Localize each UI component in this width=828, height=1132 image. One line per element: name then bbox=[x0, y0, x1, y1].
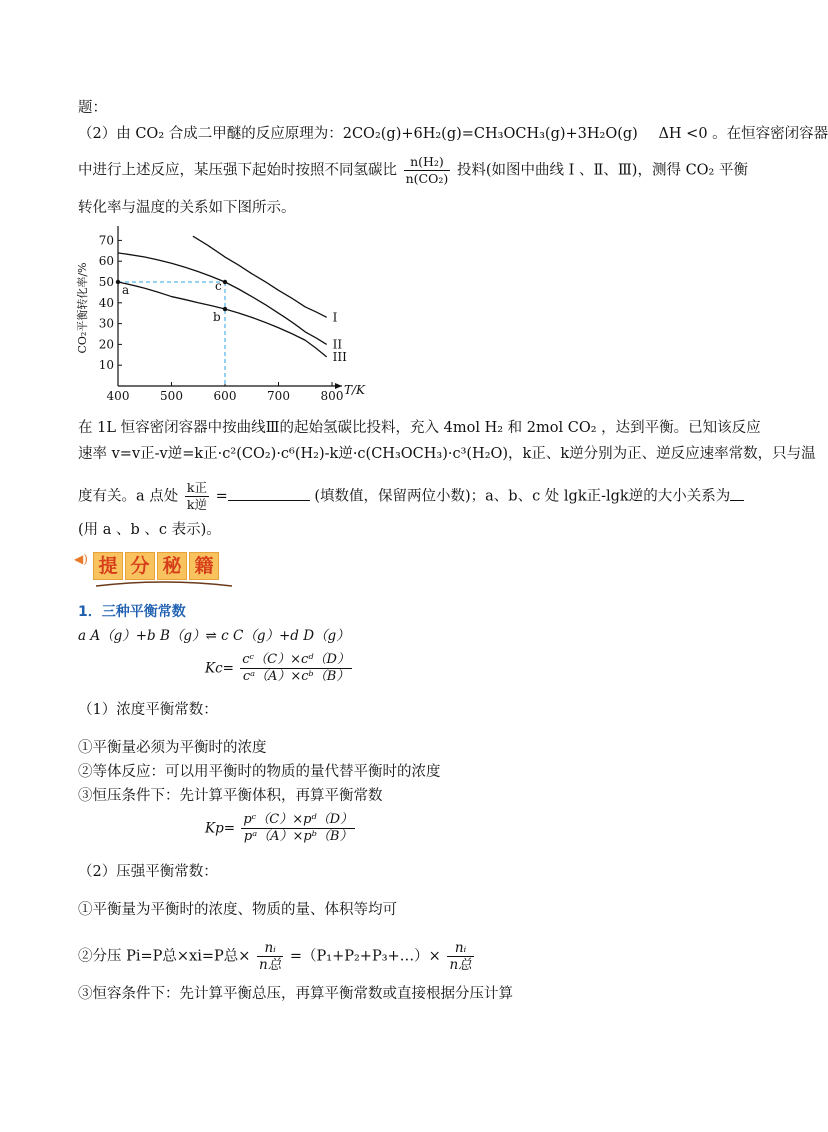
series-line-II bbox=[118, 253, 327, 345]
section-heading bbox=[78, 602, 186, 622]
series-label-I: I bbox=[332, 310, 338, 325]
topic-text: 题： bbox=[78, 100, 107, 116]
y-tick-label: 20 bbox=[98, 337, 114, 352]
kc-numerator: cᶜ（C）×cᵈ（D） bbox=[242, 652, 350, 667]
kc-formula bbox=[205, 652, 354, 685]
y-tick-label: 50 bbox=[98, 275, 114, 289]
point-a bbox=[116, 280, 120, 284]
point-c bbox=[223, 280, 227, 284]
q2-text: （2）由 CO₂ 合成二甲醚的反应原理为：2CO₂(g)+6H₂(g)=CH₃OCH₃(g)+3H₂O(g) bbox=[78, 126, 638, 142]
s2-2a: ②分压 Pi=P总×xi=P总× bbox=[78, 948, 251, 965]
ratio-numerator: n(H₂) bbox=[404, 154, 451, 171]
q2-line2b: 投料(如图中曲线 Ⅰ 、Ⅱ、Ⅲ)，测得 CO₂ 平衡 bbox=[456, 162, 748, 179]
s2-3: ③恒容条件下：先计算平衡总压，再算平衡常数或直接根据分压计算 bbox=[78, 986, 513, 1002]
question-2-line3 bbox=[78, 198, 296, 218]
s2-item3 bbox=[78, 984, 513, 1004]
q2-line3: 转化率与温度的关系如下图所示。 bbox=[78, 200, 296, 216]
k-reverse: k逆 bbox=[186, 497, 207, 512]
s1-3: ③恒压条件下：先计算平衡体积，再算平衡常数 bbox=[78, 788, 383, 804]
section-2 bbox=[78, 862, 218, 882]
ntotal-2: n总 bbox=[449, 957, 472, 973]
s2-2b: =（P₁+P₂+P₃+…）× bbox=[289, 948, 441, 965]
x-tick-label: 400 bbox=[106, 389, 130, 403]
s1-2: ②等体反应：可以用平衡时的物质的量代替平衡时的浓度 bbox=[78, 764, 441, 780]
after3b: = bbox=[215, 488, 228, 505]
question-2-line1 bbox=[78, 124, 828, 144]
reaction-equation bbox=[78, 626, 350, 646]
series-label-II: II bbox=[332, 337, 343, 352]
kc-fraction bbox=[240, 652, 352, 685]
after-line1 bbox=[78, 418, 761, 438]
section-1 bbox=[78, 700, 218, 720]
ni-2: nᵢ bbox=[447, 940, 473, 957]
q2-dh: ΔH <0 。在恒容密闭容器 bbox=[658, 126, 828, 142]
s1-item1 bbox=[78, 738, 267, 758]
k-forward: k正 bbox=[186, 480, 207, 495]
s1-item2 bbox=[78, 762, 441, 782]
s2-text: （2）压强平衡常数： bbox=[78, 864, 218, 880]
x-tick-label: 600 bbox=[213, 389, 237, 403]
y-tick-label: 30 bbox=[98, 316, 114, 331]
ni-fraction-1 bbox=[257, 940, 283, 973]
s2-item1 bbox=[78, 900, 397, 920]
s1-1: ①平衡量必须为平衡时的浓度 bbox=[78, 740, 267, 756]
after3c: (填数值，保留两位小数)；a、b、c 处 lgk正-lgk逆的大小关系为 bbox=[314, 488, 731, 505]
after4: (用 a 、b 、c 表示)。 bbox=[78, 522, 221, 538]
point-label-b: b bbox=[213, 310, 221, 325]
heading-text: 1．三种平衡常数 bbox=[78, 604, 186, 620]
q2-line2a: 中进行上述反应，某压强下起始时按照不同氢碳比 bbox=[78, 162, 397, 179]
kc-denominator: cᵃ（A）×cᵇ（B） bbox=[242, 669, 350, 684]
y-tick-label: 10 bbox=[98, 358, 114, 373]
series-label-III: III bbox=[332, 349, 347, 364]
ratio-denominator: n(CO₂) bbox=[405, 171, 449, 186]
topic-line bbox=[78, 98, 107, 118]
banner-char-3: 秘 bbox=[157, 552, 187, 580]
s2-item2 bbox=[78, 940, 476, 973]
series-line-III bbox=[118, 282, 327, 357]
point-label-c: c bbox=[215, 279, 222, 293]
s1-item3 bbox=[78, 786, 383, 806]
y-axis-label: CO₂平衡转化率/% bbox=[76, 262, 89, 354]
x-tick-label: 700 bbox=[267, 389, 290, 403]
ntotal-1: n总 bbox=[259, 957, 282, 973]
hydrogen-carbon-ratio bbox=[404, 154, 451, 187]
y-tick-label: 40 bbox=[98, 295, 114, 310]
after-line4 bbox=[78, 520, 221, 540]
speaker-icon: ◀) bbox=[74, 552, 88, 566]
banner-char-1: 提 bbox=[93, 552, 123, 580]
after-line2 bbox=[78, 444, 816, 464]
k-ratio bbox=[185, 480, 209, 513]
banner-char-4: 籍 bbox=[189, 552, 219, 580]
kp-numerator: pᶜ（C）×pᵈ（D） bbox=[243, 812, 354, 827]
after2: 速率 v=v正-v逆=k正·c²(CO₂)·c⁶(H₂)-k逆·c(CH₃OCH₃)·c³(H₂O)，k正、k逆分别为正、逆反应速率常数，只与温 bbox=[78, 446, 816, 462]
y-tick-label: 60 bbox=[98, 254, 114, 269]
after-line3 bbox=[78, 480, 744, 513]
point-label-a: a bbox=[122, 283, 130, 297]
conversion-chart bbox=[70, 222, 366, 412]
kp-label: Kp= bbox=[205, 820, 236, 837]
ni-fraction-2 bbox=[447, 940, 473, 973]
y-tick-label: 70 bbox=[98, 233, 114, 248]
x-tick-label: 800 bbox=[320, 389, 344, 403]
answer-blank-1[interactable] bbox=[228, 486, 310, 501]
reaction-text: a A（g）+b B（g）⇌ c C（g）+d D（g） bbox=[78, 628, 350, 644]
banner-char-2: 分 bbox=[125, 552, 155, 580]
x-tick-label: 500 bbox=[160, 389, 183, 403]
after1: 在 1L 恒容密闭容器中按曲线Ⅲ的起始氢碳比投料，充入 4mol H₂ 和 2mol CO₂ ，达到平衡。已知该反应 bbox=[78, 420, 761, 436]
ni-1: nᵢ bbox=[257, 940, 283, 957]
kc-label: Kc= bbox=[205, 660, 234, 677]
answer-blank-2[interactable] bbox=[730, 486, 744, 501]
kp-fraction bbox=[241, 812, 355, 845]
after3a: 度有关。a 点处 bbox=[78, 488, 179, 505]
s2-1: ①平衡量为平衡时的浓度、物质的量、体积等均可 bbox=[78, 902, 397, 918]
kp-formula bbox=[205, 812, 357, 845]
x-axis-label: T/K bbox=[344, 383, 366, 397]
tip-banner bbox=[74, 552, 234, 588]
point-b bbox=[223, 307, 227, 311]
banner-underline bbox=[94, 580, 234, 588]
kp-denominator: pᵃ（A）×pᵇ（B） bbox=[243, 829, 353, 844]
question-2-line2 bbox=[78, 154, 748, 187]
s1-text: （1）浓度平衡常数： bbox=[78, 702, 218, 718]
